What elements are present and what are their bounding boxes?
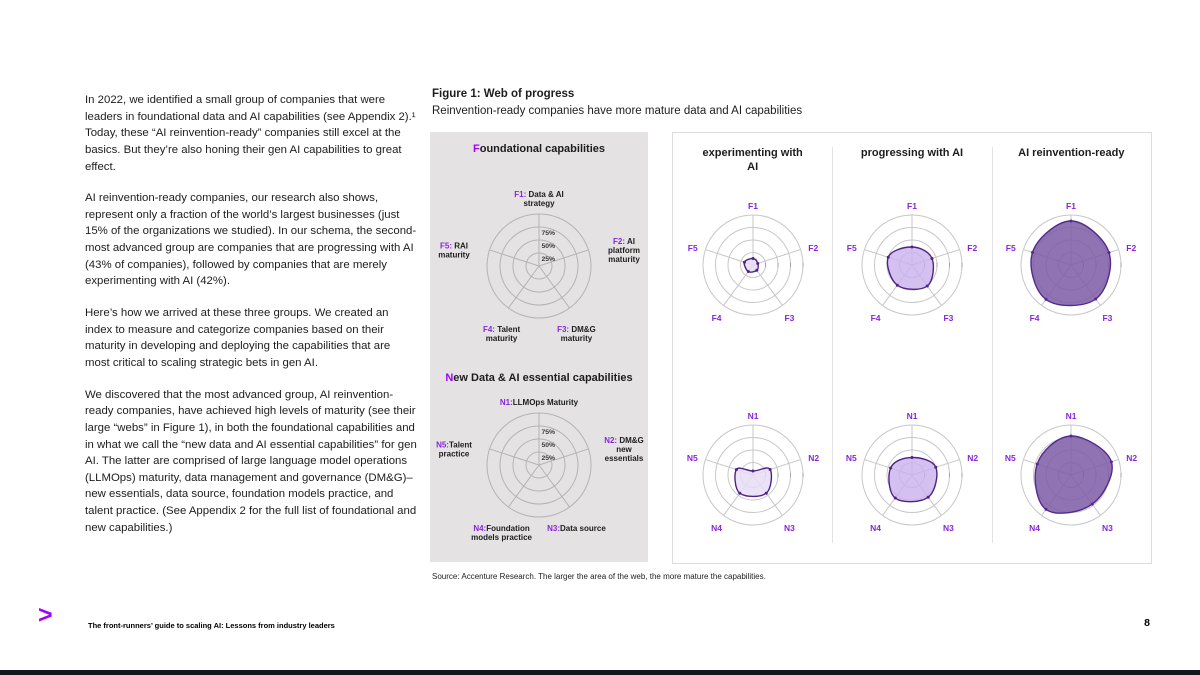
footer-title: The front-runners’ guide to scaling AI: Lessons from industry leaders <box>88 621 335 630</box>
svg-text:N5:Talent: N5:Talent <box>436 440 472 450</box>
paragraph-3: Here’s how we arrived at these three groups. We created an index to measure and categorize companies based on their maturity in developing and deploying the capabilities that are most critical to scaling strategic bets in gen AI. <box>85 307 391 369</box>
svg-text:F5: F5 <box>846 243 857 254</box>
radar-chart-reinvention-new <box>992 403 1150 563</box>
legend-panel <box>430 132 648 562</box>
svg-text:F3: F3 <box>1102 313 1113 324</box>
figure-title: Figure 1: Web of progress <box>432 88 575 100</box>
svg-text:N4: N4 <box>710 523 722 534</box>
svg-text:N5: N5 <box>686 453 698 464</box>
column-reinvention-ready <box>992 133 1151 563</box>
column-header-reinvention-ready: AI reinvention-ready <box>1018 147 1125 159</box>
radar-svg <box>992 403 1150 563</box>
svg-text:N3: N3 <box>943 523 954 534</box>
svg-text:N1: N1 <box>1065 411 1077 421</box>
paragraph-4: We discovered that the most advanced group, AI reinvention-ready companies, have achieved high levels of maturity (see their large “webs” in Figure 1), in both the foundational capabilities and in what we call the “new data and AI essential capabilities” for gen AI. The latter are comprised of large language model operations (LLMOps) maturity, data management and governance (DM&G)–new essentials, data source, foundation models practice, and talent practice. (See Appendix 2 for the full list of foundational and new capabilities.) <box>85 388 417 534</box>
svg-text:maturity: maturity <box>560 334 593 343</box>
svg-text:F1: F1 <box>1066 201 1077 211</box>
radar-svg <box>992 181 1150 353</box>
svg-text:N5: N5 <box>845 453 857 464</box>
svg-text:N1: N1 <box>906 411 918 421</box>
comparison-grid <box>672 132 1152 564</box>
radar-chart-progressing-new <box>833 403 991 563</box>
svg-text:F2: AI: F2: AI <box>613 236 635 246</box>
radar-svg <box>674 181 832 353</box>
svg-text:N2: N2 <box>807 453 819 464</box>
radar-chart-foundational-template <box>430 160 648 392</box>
svg-text:25%: 25% <box>541 455 556 462</box>
column-progressing <box>832 133 991 563</box>
svg-text:N3: N3 <box>1102 523 1114 534</box>
svg-text:N4: N4 <box>1029 523 1041 534</box>
svg-text:strategy: strategy <box>523 199 555 208</box>
svg-text:maturity: maturity <box>438 250 470 260</box>
svg-text:50%: 50% <box>541 243 556 250</box>
svg-text:models practice: models practice <box>471 533 533 542</box>
column-experimenting <box>673 133 832 563</box>
svg-text:F4: F4 <box>711 313 722 324</box>
window-bottom-edge <box>0 670 1200 675</box>
radar-svg <box>430 160 648 392</box>
radar-svg <box>833 181 991 353</box>
foundational-capabilities-heading: Foundational capabilities <box>472 143 606 155</box>
radar-chart-new-template <box>430 390 648 554</box>
svg-text:F5: F5 <box>687 243 698 254</box>
svg-text:F4: Talent: F4: Talent <box>482 325 521 334</box>
svg-text:F1: F1 <box>907 201 917 211</box>
svg-text:F2: F2 <box>967 243 978 254</box>
svg-text:N1:LLMOps Maturity: N1:LLMOps Maturity <box>499 398 579 407</box>
figure-subtitle: Reinvention-ready companies have more mature data and AI capabilities <box>432 105 803 117</box>
svg-text:F3: F3 <box>784 313 795 324</box>
svg-text:F5: F5 <box>1006 243 1017 254</box>
radar-svg <box>674 403 832 563</box>
svg-text:25%: 25% <box>541 256 556 263</box>
svg-text:50%: 50% <box>541 442 556 449</box>
svg-text:F4: F4 <box>870 313 881 324</box>
svg-text:N5: N5 <box>1005 453 1017 464</box>
svg-text:N2: DM&G: N2: DM&G <box>604 435 644 445</box>
svg-text:N1: N1 <box>747 411 759 421</box>
radar-svg <box>833 403 991 563</box>
svg-text:N2: N2 <box>967 453 979 464</box>
paragraph-2: AI reinvention-ready companies, our research also shows, represent only a fraction of the world’s largest businesses (just 15% of the organizations we studied). In our schema, the second-most advanced group are companies that are progressing with AI (43% of companies), followed by companies that are merely experimenting with AI (42%). <box>85 192 417 288</box>
svg-text:F1: F1 <box>747 201 758 211</box>
radar-chart-experimenting-foundational <box>674 181 832 353</box>
article-text-column <box>85 92 417 551</box>
accenture-logo-icon: > <box>38 601 53 629</box>
svg-text:new: new <box>616 444 632 454</box>
svg-text:F3: DM&G: F3: DM&G <box>557 325 596 334</box>
svg-text:F3: F3 <box>943 313 954 324</box>
radar-chart-progressing-foundational <box>833 181 991 353</box>
svg-text:75%: 75% <box>541 230 556 237</box>
svg-text:platform: platform <box>608 245 640 255</box>
svg-text:N4: N4 <box>870 523 881 534</box>
source-note: Source: Accenture Research. The larger the area of the web, the more mature the capabilities. <box>432 572 766 581</box>
svg-text:essentials: essentials <box>604 453 644 463</box>
svg-text:N2: N2 <box>1126 453 1138 464</box>
new-capabilities-heading: New Data & AI essential capabilities <box>445 372 633 384</box>
svg-text:F2: F2 <box>1126 243 1137 254</box>
radar-chart-experimenting-new <box>674 403 832 563</box>
column-header-experimenting: experimenting with AI <box>702 147 803 174</box>
svg-text:practice: practice <box>438 449 470 459</box>
svg-text:F4: F4 <box>1029 313 1040 324</box>
svg-text:N4:Foundation: N4:Foundation <box>473 524 530 533</box>
column-header-progressing: progressing with AI <box>860 147 964 159</box>
svg-text:maturity: maturity <box>608 254 640 264</box>
svg-text:75%: 75% <box>541 429 556 436</box>
svg-text:F2: F2 <box>807 243 818 254</box>
paragraph-1: In 2022, we identified a small group of companies that were leaders in foundational data and AI capabilities (see Appendix 2).¹ Today, these “AI reinvention-ready” companies still excel at the basics. But they’re also honing their gen AI capabilities to great effect. <box>85 94 416 173</box>
radar-chart-reinvention-foundational <box>992 181 1150 353</box>
svg-text:N3:Data source: N3:Data source <box>547 524 606 533</box>
svg-text:maturity: maturity <box>485 334 518 343</box>
svg-text:N3: N3 <box>783 523 795 534</box>
svg-text:F5: RAI: F5: RAI <box>439 241 469 251</box>
svg-text:F1: Data & AI: F1: Data & AI <box>514 190 564 199</box>
radar-svg <box>430 390 648 554</box>
page-number: 8 <box>1144 617 1150 629</box>
